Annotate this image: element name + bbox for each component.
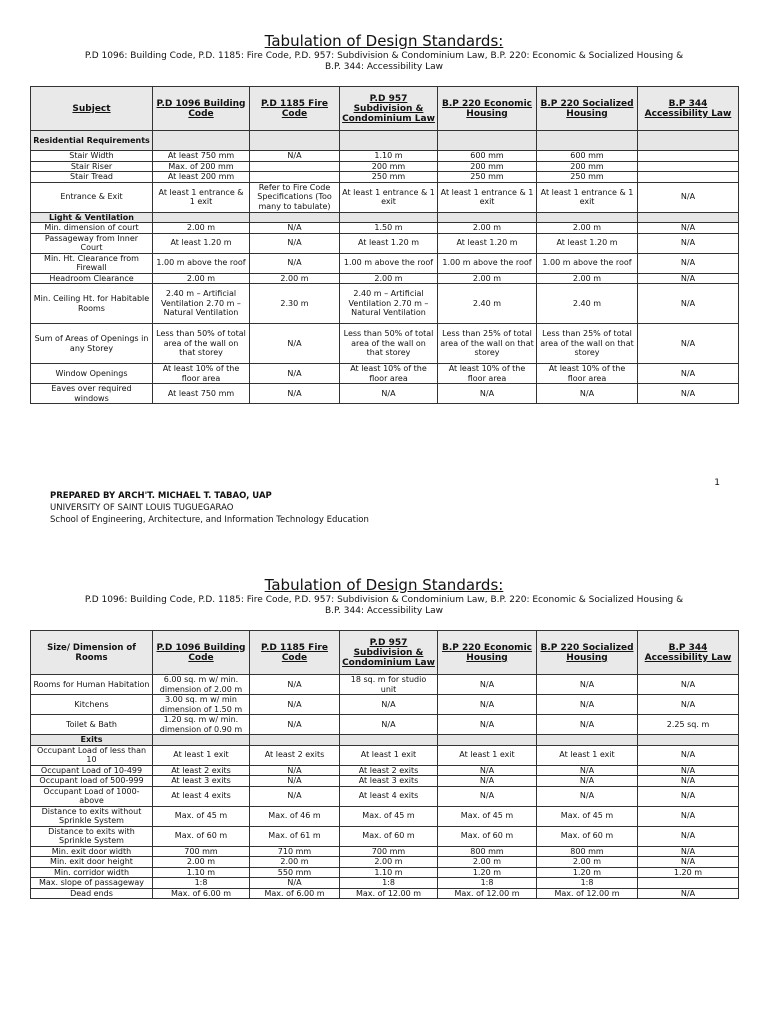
table-cell: 2.40 m [537, 284, 638, 324]
table-cell: N/A [638, 846, 739, 857]
table-cell: N/A [250, 364, 340, 384]
table-row [31, 324, 739, 364]
table-cell: 1.00 m above the roof [153, 253, 250, 273]
row-subject-cell: Toilet & Bath [31, 715, 153, 735]
table-cell: At least 1 entrance & 1 exit [153, 182, 250, 212]
table-row [31, 857, 739, 868]
subtitle-line-1: P.D 1096: Building Code, P.D. 1185: Fire Code, P.D. 957: Subdivision & Condominium Law, B.P. 220: Economic & Socialized Housing & [84, 51, 684, 61]
table-cell: Max. of 60 m [153, 826, 250, 846]
table-row [31, 806, 739, 826]
table-cell [638, 878, 739, 889]
row-subject-cell: Exits [31, 735, 153, 746]
table-cell: Max. of 45 m [537, 806, 638, 826]
table-cell: N/A [250, 878, 340, 889]
row-subject-cell: Distance to exits without Sprinkle System [31, 806, 153, 826]
header-bp-220-socialized: B.P 220 Socialized Housing [537, 87, 638, 131]
subtitle-line-2: B.P. 344: Accessibility Law [325, 62, 443, 72]
table-cell: N/A [638, 273, 739, 284]
table-cell: N/A [638, 384, 739, 404]
table-cell: N/A [438, 715, 537, 735]
table-cell: N/A [638, 284, 739, 324]
table-cell: 2.00 m [438, 273, 537, 284]
header-pd-1185: P.D 1185 Fire Code [250, 87, 340, 131]
table-cell [340, 131, 438, 151]
table-cell: At least 10% of the floor area [153, 364, 250, 384]
document-subtitle [30, 51, 738, 73]
table-cell: At least 2 exits [340, 765, 438, 776]
table-cell: 1.10 m [340, 151, 438, 162]
table-cell: N/A [438, 695, 537, 715]
document-title-2: Tabulation of Design Standards: [264, 576, 504, 594]
page-two [0, 572, 768, 1024]
table-cell: N/A [250, 233, 340, 253]
table-cell: N/A [250, 223, 340, 234]
table-cell: N/A [250, 384, 340, 404]
table-cell: N/A [638, 233, 739, 253]
table-cell: 200 mm [537, 161, 638, 172]
table-cell: 2.40 m – Artificial Ventilation 2.70 m – Natural Ventilation [340, 284, 438, 324]
table-row [31, 233, 739, 253]
table-cell: N/A [638, 182, 739, 212]
table-cell: At least 4 exits [340, 786, 438, 806]
table-cell: Max. of 6.00 m [153, 888, 250, 899]
table-cell: N/A [638, 253, 739, 273]
table-cell: 1.10 m [340, 867, 438, 878]
table-cell: At least 1 entrance & 1 exit [340, 182, 438, 212]
header-pd-957: P.D 957 Subdivision & Condominium Law [340, 87, 438, 131]
table-cell: 1.10 m [153, 867, 250, 878]
table-cell: Less than 50% of total area of the wall on that storey [153, 324, 250, 364]
row-subject-cell: Occupant Load of less than 10 [31, 745, 153, 765]
table-cell: N/A [638, 765, 739, 776]
university-name: UNIVERSITY OF SAINT LOUIS TUGUEGARAO [50, 503, 234, 513]
table-cell: N/A [340, 715, 438, 735]
table-cell: 2.40 m [438, 284, 537, 324]
table-cell: At least 1.20 m [153, 233, 250, 253]
table-cell: 250 mm [438, 172, 537, 183]
table-cell: N/A [438, 675, 537, 695]
school-name: School of Engineering, Architecture, and Information Technology Education [50, 515, 369, 525]
header-subject: Subject [31, 87, 153, 131]
table-cell: 200 mm [438, 161, 537, 172]
table-cell: 6.00 sq. m w/ min. dimension of 2.00 m [153, 675, 250, 695]
table-cell: N/A [638, 695, 739, 715]
table-cell: N/A [638, 324, 739, 364]
table-cell: At least 1 exit [340, 745, 438, 765]
table-cell: 3.00 sq. m w/ min dimension of 1.50 m [153, 695, 250, 715]
table-row [31, 826, 739, 846]
row-subject-cell: Passageway from Inner Court [31, 233, 153, 253]
table-cell: N/A [250, 695, 340, 715]
row-subject-cell: Min. corridor width [31, 867, 153, 878]
table-section-row [31, 212, 739, 223]
row-subject-cell: Max. slope of passageway [31, 878, 153, 889]
design-standards-table-2 [30, 630, 739, 899]
table-cell: 700 mm [153, 846, 250, 857]
table-cell: N/A [638, 826, 739, 846]
table-cell: At least 4 exits [153, 786, 250, 806]
table-cell: N/A [438, 776, 537, 787]
table-cell: 1.20 sq. m w/ min. dimension of 0.90 m [153, 715, 250, 735]
table-cell [438, 212, 537, 223]
table-cell: N/A [638, 675, 739, 695]
page-number: 1 [714, 478, 720, 488]
table-cell: At least 1.20 m [340, 233, 438, 253]
row-subject-cell: Eaves over required windows [31, 384, 153, 404]
table-cell: Max. of 46 m [250, 806, 340, 826]
header-bp-344: B.P 344 Accessibility Law [638, 87, 739, 131]
table-cell: N/A [638, 888, 739, 899]
header-pd-957-2: P.D 957 Subdivision & Condominium Law [340, 631, 438, 675]
row-subject-cell: Stair Tread [31, 172, 153, 183]
table-cell: N/A [340, 695, 438, 715]
table-cell: 2.00 m [340, 273, 438, 284]
table-cell: N/A [537, 786, 638, 806]
table-row [31, 846, 739, 857]
table-cell: N/A [638, 364, 739, 384]
table-cell [638, 151, 739, 162]
table-cell: At least 1 entrance & 1 exit [438, 182, 537, 212]
table-cell: At least 10% of the floor area [438, 364, 537, 384]
row-subject-cell: Min. Ceiling Ht. for Habitable Rooms [31, 284, 153, 324]
table-cell: At least 2 exits [153, 765, 250, 776]
table-2-body [31, 675, 739, 899]
table-row [31, 786, 739, 806]
table-row [31, 151, 739, 162]
table-cell [340, 212, 438, 223]
table-cell: At least 1.20 m [537, 233, 638, 253]
table-cell: N/A [250, 776, 340, 787]
row-subject-cell: Residential Requirements [31, 131, 153, 151]
table-cell: Max. of 61 m [250, 826, 340, 846]
table-cell [250, 735, 340, 746]
row-subject-cell: Headroom Clearance [31, 273, 153, 284]
table-cell: At least 3 exits [340, 776, 438, 787]
table-cell [438, 735, 537, 746]
table-cell [537, 212, 638, 223]
row-subject-cell: Min. exit door width [31, 846, 153, 857]
table-cell: Less than 25% of total area of the wall on that storey [537, 324, 638, 364]
table-cell [638, 172, 739, 183]
table-cell: 550 mm [250, 867, 340, 878]
table-cell: Max. of 45 m [153, 806, 250, 826]
table-cell: N/A [638, 786, 739, 806]
table-cell: 600 mm [537, 151, 638, 162]
table-row [31, 364, 739, 384]
row-subject-cell: Sum of Areas of Openings in any Storey [31, 324, 153, 364]
table-row [31, 223, 739, 234]
table-cell: At least 1 exit [537, 745, 638, 765]
table-cell: N/A [250, 151, 340, 162]
header-bp-220-socialized-2: B.P 220 Socialized Housing [537, 631, 638, 675]
table-cell: N/A [250, 253, 340, 273]
table-row [31, 253, 739, 273]
table-cell: Max. of 200 mm [153, 161, 250, 172]
table-cell: N/A [340, 384, 438, 404]
table-cell: 2.25 sq. m [638, 715, 739, 735]
table-cell [250, 212, 340, 223]
row-subject-cell: Entrance & Exit [31, 182, 153, 212]
table-cell: 1:8 [340, 878, 438, 889]
table-cell: 250 mm [340, 172, 438, 183]
table-cell: At least 750 mm [153, 384, 250, 404]
table-cell: N/A [537, 695, 638, 715]
table-cell: 2.00 m [537, 273, 638, 284]
row-subject-cell: Occupant load of 500-999 [31, 776, 153, 787]
table-cell: At least 10% of the floor area [340, 364, 438, 384]
table-cell: 1.00 m above the roof [438, 253, 537, 273]
table-row [31, 284, 739, 324]
table-cell: N/A [638, 223, 739, 234]
subtitle-line-1-2: P.D 1096: Building Code, P.D. 1185: Fire Code, P.D. 957: Subdivision & Condominium Law, B.P. 220: Economic & Socialized Housing & [84, 595, 684, 605]
table-cell [153, 735, 250, 746]
table-cell: N/A [638, 745, 739, 765]
table-cell: N/A [250, 675, 340, 695]
table-cell: 800 mm [438, 846, 537, 857]
row-subject-cell: Stair Width [31, 151, 153, 162]
table-cell: Max. of 12.00 m [537, 888, 638, 899]
table-cell: At least 2 exits [250, 745, 340, 765]
table-cell: Max. of 45 m [438, 806, 537, 826]
table-row [31, 172, 739, 183]
table-row [31, 695, 739, 715]
row-subject-cell: Distance to exits with Sprinkle System [31, 826, 153, 846]
table-cell: Max. of 12.00 m [438, 888, 537, 899]
table-header-row [31, 87, 739, 131]
row-subject-cell: Min. Ht. Clearance from Firewall [31, 253, 153, 273]
table-cell: 1:8 [438, 878, 537, 889]
table-cell: Max. of 60 m [438, 826, 537, 846]
table-cell: At least 1 exit [438, 745, 537, 765]
table-cell: 2.00 m [340, 857, 438, 868]
row-subject-cell: Kitchens [31, 695, 153, 715]
table-cell: 2.00 m [153, 273, 250, 284]
table-cell: N/A [438, 765, 537, 776]
table-cell: 1:8 [537, 878, 638, 889]
table-cell: 2.30 m [250, 284, 340, 324]
footer-credits [50, 490, 369, 526]
table-row [31, 878, 739, 889]
table-cell [638, 161, 739, 172]
document-title: Tabulation of Design Standards: [264, 32, 504, 50]
row-subject-cell: Occupant Load of 10-499 [31, 765, 153, 776]
table-cell: Refer to Fire Code Specifications (Too many to tabulate) [250, 182, 340, 212]
table-cell: Max. of 12.00 m [340, 888, 438, 899]
table-cell: At least 200 mm [153, 172, 250, 183]
header-pd-1096: P.D 1096 Building Code [153, 87, 250, 131]
table-cell: N/A [537, 715, 638, 735]
table-row [31, 867, 739, 878]
header-pd-1185-2: P.D 1185 Fire Code [250, 631, 340, 675]
table-cell: 2.00 m [250, 273, 340, 284]
table-cell: 2.00 m [438, 223, 537, 234]
table-row [31, 765, 739, 776]
table-cell: 710 mm [250, 846, 340, 857]
table-cell: Max. of 60 m [537, 826, 638, 846]
table-row [31, 776, 739, 787]
table-cell: 800 mm [537, 846, 638, 857]
table-cell [638, 735, 739, 746]
table-header-row-2 [31, 631, 739, 675]
table-row [31, 745, 739, 765]
prepared-by: PREPARED BY ARCH'T. MICHAEL T. TABAO, UAP [50, 491, 272, 501]
row-subject-cell: Min. dimension of court [31, 223, 153, 234]
table-cell [153, 212, 250, 223]
table-row [31, 675, 739, 695]
table-row [31, 384, 739, 404]
table-cell: 2.00 m [537, 223, 638, 234]
table-row [31, 888, 739, 899]
table-cell: N/A [438, 786, 537, 806]
header-bp-220-economic-2: B.P 220 Economic Housing [438, 631, 537, 675]
table-cell: Max. of 60 m [340, 826, 438, 846]
table-cell [250, 131, 340, 151]
table-cell: 2.40 m – Artificial Ventilation 2.70 m – Natural Ventilation [153, 284, 250, 324]
table-cell: At least 10% of the floor area [537, 364, 638, 384]
table-cell: At least 750 mm [153, 151, 250, 162]
table-cell: 250 mm [537, 172, 638, 183]
row-subject-cell: Stair Riser [31, 161, 153, 172]
table-cell [250, 161, 340, 172]
table-cell: 1.50 m [340, 223, 438, 234]
header-bp-344-2: B.P 344 Accessibility Law [638, 631, 739, 675]
table-cell [250, 172, 340, 183]
table-cell: N/A [537, 675, 638, 695]
table-cell: N/A [638, 806, 739, 826]
table-cell [537, 131, 638, 151]
row-subject-cell: Dead ends [31, 888, 153, 899]
table-cell [340, 735, 438, 746]
header-bp-220-economic: B.P 220 Economic Housing [438, 87, 537, 131]
row-subject-cell: Occupant Load of 1000-above [31, 786, 153, 806]
table-cell [638, 131, 739, 151]
table-section-row [31, 735, 739, 746]
table-cell: N/A [638, 857, 739, 868]
table-cell [537, 735, 638, 746]
table-cell: N/A [438, 384, 537, 404]
table-cell [153, 131, 250, 151]
subtitle-line-2-2: B.P. 344: Accessibility Law [325, 606, 443, 616]
table-cell: At least 1 exit [153, 745, 250, 765]
table-cell: 1.20 m [638, 867, 739, 878]
table-cell: At least 3 exits [153, 776, 250, 787]
table-row [31, 161, 739, 172]
row-subject-cell: Window Openings [31, 364, 153, 384]
table-cell: 1.00 m above the roof [340, 253, 438, 273]
table-cell [638, 212, 739, 223]
table-cell: N/A [250, 765, 340, 776]
table-cell: 2.00 m [438, 857, 537, 868]
header-pd-1096-2: P.D 1096 Building Code [153, 631, 250, 675]
table-cell: 2.00 m [537, 857, 638, 868]
table-cell: 1.00 m above the roof [537, 253, 638, 273]
table-cell: N/A [638, 776, 739, 787]
table-row [31, 273, 739, 284]
table-cell: 18 sq. m for studio unit [340, 675, 438, 695]
table-cell: N/A [537, 765, 638, 776]
table-row [31, 715, 739, 735]
table-cell: N/A [250, 715, 340, 735]
table-cell: At least 1 entrance & 1 exit [537, 182, 638, 212]
table-cell: N/A [537, 776, 638, 787]
table-1-body [31, 131, 739, 404]
table-cell: 1.20 m [537, 867, 638, 878]
table-cell: N/A [250, 786, 340, 806]
table-cell [438, 131, 537, 151]
table-cell: Max. of 6.00 m [250, 888, 340, 899]
table-cell: N/A [250, 324, 340, 364]
row-subject-cell: Light & Ventilation [31, 212, 153, 223]
design-standards-table-1 [30, 86, 739, 404]
table-section-row [31, 131, 739, 151]
table-cell: 2.00 m [250, 857, 340, 868]
table-cell: 2.00 m [153, 223, 250, 234]
table-cell: At least 1.20 m [438, 233, 537, 253]
table-row [31, 182, 739, 212]
table-cell: Less than 25% of total area of the wall on that storey [438, 324, 537, 364]
table-cell: 600 mm [438, 151, 537, 162]
table-cell: Less than 50% of total area of the wall on that storey [340, 324, 438, 364]
table-cell: 700 mm [340, 846, 438, 857]
table-cell: 1:8 [153, 878, 250, 889]
row-subject-cell: Rooms for Human Habitation [31, 675, 153, 695]
document-subtitle-2 [30, 595, 738, 617]
table-cell: 2.00 m [153, 857, 250, 868]
table-cell: 1.20 m [438, 867, 537, 878]
table-cell: 200 mm [340, 161, 438, 172]
row-subject-cell: Min. exit door height [31, 857, 153, 868]
table-cell: Max. of 45 m [340, 806, 438, 826]
header-size-dimension: Size/ Dimension of Rooms [31, 631, 153, 675]
table-cell: N/A [537, 384, 638, 404]
